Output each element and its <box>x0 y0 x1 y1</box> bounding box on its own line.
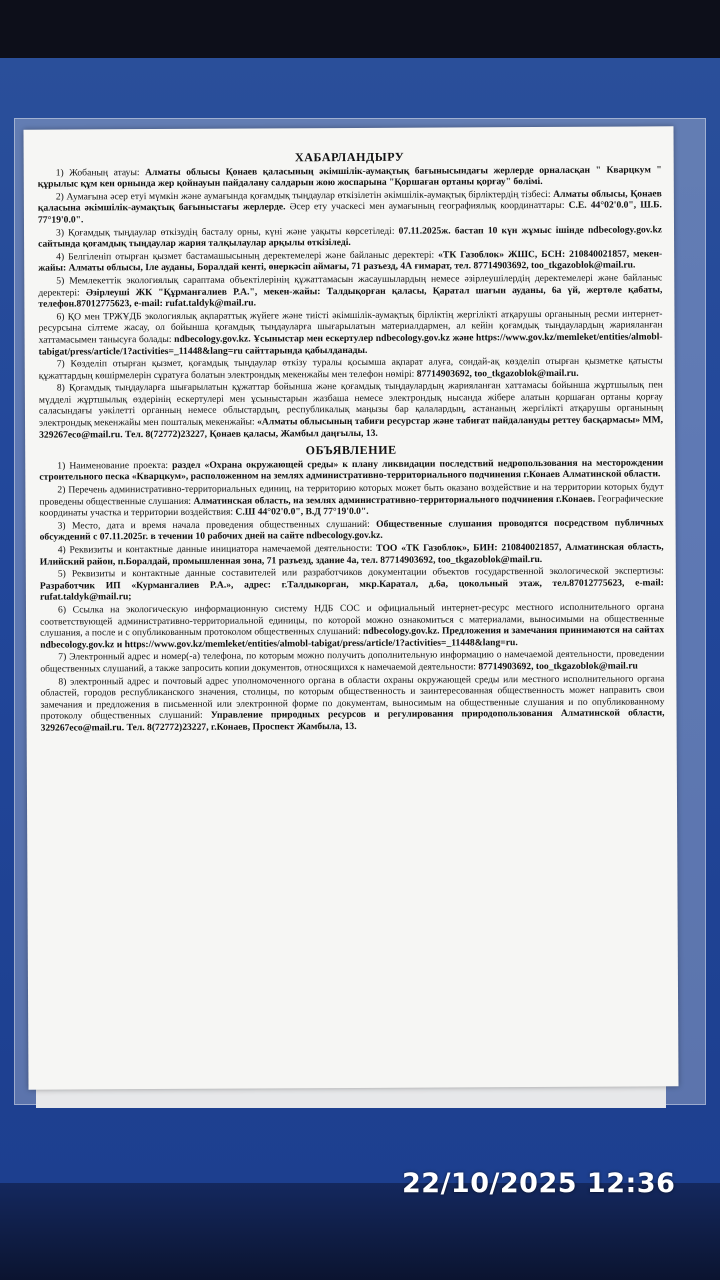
item-number: 2) <box>55 191 67 203</box>
notice-content <box>38 150 665 735</box>
item-bold-text: Общественные слушания проводятся посредством публичных обсуждений с 07.11.2025г. в течении 10 рабочих дней на сайте ndbecology.gov.kz. <box>39 517 664 544</box>
item-bold-text: С.Ш 44°02'0.0", В.Д 77°19'0.0". <box>235 506 369 518</box>
item-text: Белгіленіп отырған қызмет бастамашысының деректемелері және байланыс деректері: <box>68 249 439 263</box>
item-number: 3) <box>57 520 72 532</box>
item-text: Наименование проекта: <box>69 459 173 472</box>
item-bold-text: 87714903692, too_tkgazoblok@mail.ru <box>478 660 638 673</box>
notice-title-kz: ХАБАРЛАНДЫРУ <box>294 149 405 165</box>
item-number: 5) <box>57 568 72 580</box>
item-bold-text: «ТК Газоблок» ЖШС, БСН: 210840021857, мекен-жайы: Алматы облысы, Іле ауданы, Боралдай кенті, өнеркәсіп аймағы, 71 разъезд, 4А ғимарат, тел. 87714903692, too_tkgazoblok@mail.ru. <box>38 248 663 274</box>
item-number: 6) <box>57 604 73 616</box>
item-text: Қоғамдық тыңдаулар өткізудің басталу орны, күні және уақыты көрсетіледі: <box>68 225 399 239</box>
item-number: 4) <box>56 251 69 263</box>
item-text: Аумағына әсер етуі мүмкін және аумағында қоғамдық тыңдаулар өткізілетін әкімшілік-аумақтық бірліктердің тізбесі: <box>66 188 554 203</box>
item-text: Реквизиты и контактные данные инициатора намечаемой деятельности: <box>69 542 377 556</box>
item-bold-text: Алматы облысы, Қонаев қаласына әкімшілік-аумақтық бағыныстағы жерлерде. <box>37 188 662 215</box>
item-text: Көзделіп отырған қызмет, қоғамдық тыңдаулар өткізу туралы қосымша ақпарат алуға, сондай-ақ көзделіп отырған қызметке қатысты құжаттардың көшірмелерін сұратуға болатын электрондық мекенжайы мен телефон нөмірі: <box>38 355 663 382</box>
notice-item <box>38 224 662 250</box>
notice-item <box>40 673 664 734</box>
item-bold-text: Разработчик ИП «Курмангалиев Р.А.», адрес: г.Талдыкорган, мкр.Каратал, д.6а, цокольный этаж, тел.87012775623, e-mail: rufat.taldyk@mail.ru; <box>39 577 664 604</box>
notice-item <box>39 481 663 519</box>
item-text: Мемлекеттік экологиялық сараптама объектілерінің құжаттамасын жасаушылардың немесе әзірлеушілердің деректемелері және байланыс деректері: <box>38 272 663 299</box>
item-number: 8) <box>58 676 71 688</box>
item-text: Место, дата и время начала проведения общественных слушаний: <box>71 518 377 532</box>
notice-ru-items <box>39 457 664 734</box>
item-bold-text: Алматы облысы Қонаев қаласының әкімшілік-аумақтық бағынысындағы жерлерде орналасқан " Кварцкум " құрылыс құм кен орнында жер қойнауын пайдалану салдарын жою жоспарына "Қоршаған ортаны қорғау" бөлімі. <box>37 163 662 190</box>
item-number: 2) <box>57 484 69 496</box>
item-text: электронный адрес и почтовый адрес уполномоченного органа в области охраны окружающей среды или местного исполнительного органа областей, городов республиканского значения, столицы, по которым общественность и заинтересованная общественность может направить свои замечания и предложения в письменной или электронной форме по документам, выносимым на общественные слушания и по опубликованному протоколу общественных слушаний: <box>40 672 665 722</box>
item-text: Электронный адрес и номер(-а) телефона, по которым можно получить дополнительную информацию о намечаемой деятельности, проведении общественных слушаний, а также запросить копии документов, относящихся к намечаемой деятельности: <box>40 648 665 675</box>
notice-paper <box>23 126 678 1089</box>
item-bold-text: С.Е. 44°02'0.0", Ш.Б. 77°19'0.0". <box>37 199 662 226</box>
item-text: Реквизиты и контактные данные составителей или разработчиков документации объектов государственной экологической экспертизы: <box>71 565 664 580</box>
photo-timestamp: 22/10/2025 12:36 <box>402 1168 676 1199</box>
item-number: 7) <box>58 651 70 663</box>
notice-title-ru: ОБЪЯВЛЕНИЕ <box>305 443 397 458</box>
item-bold-text: 87714903692, too_tkgazoblok@mail.ru. <box>416 367 579 380</box>
notice-kz-items <box>38 164 663 441</box>
item-bold-text: Әзірлеуші ЖК "Құрманғалиев Р.А.", мекен-жайы: Талдықорған қаласы, Қаратал шағын ауданы, 6а үй, жертөле қабаты, телефон.87012775623, e-mail: rufat.taldyk@mail.ru. <box>38 283 663 310</box>
item-bold-text: ТОО «ТК Газоблок», БИН: 210840021857, Алматинская область, Илийский район, п.Боралдай, промышленная зона, 71 разъезд, здание 4а, тел. 87714903692, too_tkgazoblok@mail.ru. <box>39 541 664 568</box>
item-bold-text: Управление природных ресурсов и регулирования природопользования Алматинской области, 329267eco@mail.ru. Тел. 8(72772)23227, г.Конаев, Проспект Жамбыла, 13. <box>40 707 665 734</box>
notice-item <box>39 457 663 483</box>
item-text: Жобаның атауы: <box>69 166 146 179</box>
item-text: Перечень административно-территориальных единиц, на территорию которых может быть оказано воздействие и на территории которых будут проведены общественные слушания: <box>39 481 664 508</box>
item-number: 5) <box>56 275 70 287</box>
notice-item <box>40 601 664 651</box>
item-number: 6) <box>56 311 68 323</box>
item-bold-text: ndbecology.gov.kz. Предложения и замечания принимаются на сайтах ndbecology.gov.kz и https://www.gov.kz/memleket/entities/almobl-tabigat/press/article/1?activities=_11448&lang=ru. <box>40 624 665 651</box>
item-bold-text: раздел «Охрана окружающей среды» к плану ликвидации последствий недропользования на месторождении строительного песка «Кварцкум», расположенном на землях административно-территориального подчинения г.Конаев Алматинской области. <box>39 457 664 484</box>
item-number: 8) <box>56 382 70 394</box>
notice-item <box>40 566 664 604</box>
notice-item <box>40 517 664 543</box>
item-number: 1) <box>55 167 70 179</box>
item-text: ҚО мен ТРЖҰДБ экологиялық ақпараттық жүйеге және тиісті әкімшілік-аумақтық бірліктің жергілікті атқарушы органының ресми интернет-ресурсына сілтеме жасау, ол бойынша қоғамдық тыңдауларға шығарылатын материалдармен, ал кейін қоғамдық тыңдаулардың жарияланған хаттамасымен танысуға болады: <box>38 308 663 346</box>
item-bold-text: Алматинская область, на землях административно-территориального подчинения г.Конаев. <box>193 493 596 507</box>
notice-item <box>40 541 664 567</box>
item-bold-text: 07.11.2025ж. бастап 10 күн жұмыс ішінде ndbecology.gov.kz сайтында қоғамдық тыңдаулар жария талқылаулар арқылы өткізіледі. <box>38 223 663 250</box>
item-text: Ссылка на экологическую информационную систему НДБ СОС и официальный интернет-ресурс местного исполнительного органа соответствующей административно-территориальной единицы, по которой можно ознакомиться с материалами, выносимыми на общественные слушания, а после и с опубликованным протоколом общественных слушаний: <box>40 601 665 639</box>
item-number: 3) <box>56 227 69 239</box>
notice-item <box>38 308 662 358</box>
notice-item <box>38 188 662 226</box>
item-text: Әсер ету учаскесі мен аумағының географиялық координаттары: <box>285 200 569 213</box>
notice-item <box>38 164 662 190</box>
item-bold-text: «Алматы облысының табиғи ресурстар және табиғат пайдалануды реттеу басқармасы» ММ, 329267eco@mail.ru. Тел. 8(72772)23227, Қонаев қаласы, Жамбыл даңғылы, 13. <box>39 414 664 441</box>
notice-item <box>38 248 662 274</box>
notice-item <box>39 355 663 381</box>
item-number: 4) <box>57 544 70 556</box>
item-number: 1) <box>57 460 70 472</box>
notice-item <box>40 649 664 675</box>
notice-item <box>39 380 663 441</box>
item-text: Географические координаты участка и территории воздействия: <box>39 492 664 519</box>
notice-item <box>38 272 662 310</box>
item-number: 7) <box>56 358 71 370</box>
item-text: Қоғамдық тыңдауларға шығарылатын құжаттар бойынша және қоғамдық тыңдаулардың жарияланған хаттамасы бойынша жұртшылық пен мүдделі жұртшылық өздерінің ескертулері мен ұсыныстарын жазбаша немесе электрондық нысанда жібере алатын қоршаған ортаны қорғау саласындағы уәкілетті органның немесе облыстардың, республикалық маңызы бар қалалардың, астананың жергілікті атқарушы органының электрондық мекенжайы мен пошталық мекенжайы: <box>38 379 663 429</box>
item-bold-text: ndbecology.gov.kz. Ұсыныстар мен ескертулер ndbecology.gov.kz және https://www.gov.kz/memleket/entities/almobl-tabigat/press/article/1?activities=_11448&lang=ru сайттарында қабылданады. <box>38 331 663 358</box>
